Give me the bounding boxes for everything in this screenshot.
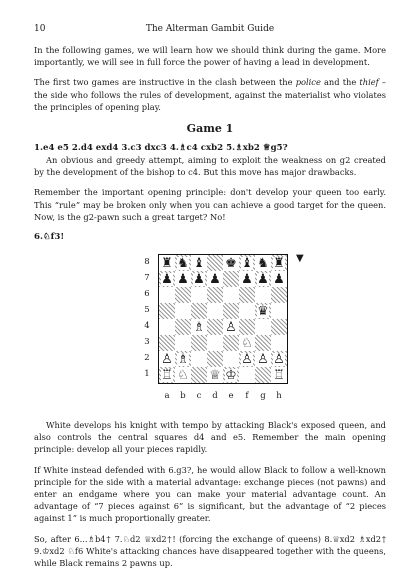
board-square-e1	[223, 367, 239, 383]
board-square-h8	[271, 255, 287, 271]
rank-label: 6	[144, 289, 150, 300]
file-label: a	[164, 391, 170, 402]
board-square-f7	[239, 271, 255, 287]
board-square-e3	[223, 335, 239, 351]
board-square-c2	[191, 351, 207, 367]
board-square-a3	[159, 335, 175, 351]
rank-label: 4	[144, 321, 150, 332]
board-square-f2	[239, 351, 255, 367]
board-square-e2	[223, 351, 239, 367]
board-square-a1	[159, 367, 175, 383]
chess-piece: ♔	[225, 367, 237, 383]
board-square-c7	[191, 271, 207, 287]
chess-piece: ♙	[257, 351, 269, 367]
paragraph-police-thief	[34, 76, 386, 113]
rank-label: 5	[144, 305, 150, 316]
board-square-e8	[223, 255, 239, 271]
board-square-b3	[175, 335, 191, 351]
file-label: g	[260, 391, 266, 402]
board-square-f3	[239, 335, 255, 351]
rank-label: 7	[144, 273, 150, 284]
file-label: f	[245, 391, 249, 402]
book-title: The Alterman Gambit Guide	[145, 24, 275, 34]
board-square-h1	[271, 367, 287, 383]
chess-piece: ♖	[161, 367, 173, 383]
paragraph-commentary: An obvious and greedy attempt, aiming to exploit the weakness on g2 created by the development of the bishop to c4. But this move has major drawbacks.	[34, 155, 386, 178]
chess-board	[158, 254, 288, 384]
file-label: h	[276, 391, 282, 402]
board-square-h6	[271, 287, 287, 303]
chess-piece: ♖	[273, 367, 285, 383]
chess-piece: ♟	[193, 271, 205, 287]
board-square-b2	[175, 351, 191, 367]
board-square-c4	[191, 319, 207, 335]
board-square-f1	[239, 367, 255, 383]
book-page	[34, 24, 386, 569]
paragraph-alternative-g3: If White instead defended with 6.g3?, he would allow Black to follow a well-known principle for the side with a material advantage: exchange pieces (not pawns) and enter an endgame where you can make your material advantage count. An advantage of “7 pieces against 6” is significant, but the advantage of “2 pieces against 1” is much proportionally greater.	[34, 464, 386, 524]
board-square-d7	[207, 271, 223, 287]
chess-piece: ♙	[241, 351, 253, 367]
board-square-g6	[255, 287, 271, 303]
rank-label: 3	[144, 337, 150, 348]
emphasis-thief: thief	[359, 77, 379, 88]
board-square-f4	[239, 319, 255, 335]
black-to-move-icon: ▼	[296, 253, 304, 265]
board-square-d2	[207, 351, 223, 367]
board-square-c3	[191, 335, 207, 351]
board-square-g3	[255, 335, 271, 351]
board-square-e4	[223, 319, 239, 335]
board-square-b4	[175, 319, 191, 335]
board-square-d8	[207, 255, 223, 271]
board-square-g5	[255, 303, 271, 319]
file-label: c	[196, 391, 202, 402]
board-square-g1	[255, 367, 271, 383]
board-square-d5	[207, 303, 223, 319]
board-square-d4	[207, 319, 223, 335]
board-square-h5	[271, 303, 287, 319]
chess-diagram	[34, 251, 386, 413]
board-square-a7	[159, 271, 175, 287]
move-knight-f3: 6.♘f3!	[34, 232, 65, 243]
board-square-b5	[175, 303, 191, 319]
board-square-b7	[175, 271, 191, 287]
rank-label: 1	[144, 369, 150, 380]
board-square-b6	[175, 287, 191, 303]
board-square-f6	[239, 287, 255, 303]
file-label: e	[228, 391, 234, 402]
board-square-g4	[255, 319, 271, 335]
board-square-d6	[207, 287, 223, 303]
board-square-e6	[223, 287, 239, 303]
board-square-e5	[223, 303, 239, 319]
board-square-c1	[191, 367, 207, 383]
board-square-b8	[175, 255, 191, 271]
running-header	[34, 24, 386, 38]
paragraph-variation: So, after 6...♗b4† 7.♘d2 ♕xd2†! (forcing the exchange of queens) 8.♕xd2 ♗xd2† 9.♔xd2 ♘f6 White's attacking chances have disappeared together with the queens, while Black remains 2 pawns up.	[34, 533, 386, 569]
board-square-h3	[271, 335, 287, 351]
board-square-c8	[191, 255, 207, 271]
board-square-c5	[191, 303, 207, 319]
chess-piece: ♘	[177, 367, 189, 383]
text-fragment: – the side who follows the rules of development, against the materialist who violates the principles of opening play.	[34, 77, 386, 112]
board-square-h7	[271, 271, 287, 287]
chess-piece: ♗	[193, 319, 205, 335]
board-square-g8	[255, 255, 271, 271]
chess-piece: ♕	[209, 367, 221, 383]
file-label: b	[180, 391, 186, 402]
board-square-b1	[175, 367, 191, 383]
chess-piece: ♗	[177, 351, 189, 367]
chess-piece: ♞	[257, 255, 269, 271]
chess-piece: ♟	[177, 271, 189, 287]
chess-piece: ♟	[273, 271, 285, 287]
chess-piece: ♚	[225, 255, 237, 271]
paragraph-principle: Remember the important opening principle: don't develop your queen too early. This “rule” may be broken only when you can achieve a good target for the queen. Now, is the g2-pawn such a great target? No!	[34, 187, 386, 222]
board-square-g7	[255, 271, 271, 287]
board-square-a8	[159, 255, 175, 271]
chess-piece: ♛	[257, 303, 269, 319]
board-square-e7	[223, 271, 239, 287]
board-square-a4	[159, 319, 175, 335]
chess-piece: ♟	[257, 271, 269, 287]
chess-piece: ♘	[241, 335, 253, 351]
board-square-h4	[271, 319, 287, 335]
chess-piece: ♜	[273, 255, 285, 271]
text-fragment: and the	[320, 77, 360, 88]
board-square-f8	[239, 255, 255, 271]
board-square-g2	[255, 351, 271, 367]
chess-piece: ♟	[241, 271, 253, 287]
chess-piece: ♞	[177, 255, 189, 271]
chess-piece: ♝	[241, 255, 253, 271]
board-square-c6	[191, 287, 207, 303]
board-square-f5	[239, 303, 255, 319]
rank-label: 2	[144, 353, 150, 364]
paragraph-knight-development: White develops his knight with tempo by attacking Black's exposed queen, and also controls the central squares d4 and e5. Remember the main opening principle: develop all your pieces rapidly.	[34, 420, 386, 455]
board-square-h2	[271, 351, 287, 367]
page-number: 10	[34, 24, 46, 34]
board-square-d3	[207, 335, 223, 351]
file-label: d	[212, 391, 218, 402]
move-sequence: 1.e4 e5 2.d4 exd4 3.c3 dxc3 4.♗c4 cxb2 5.♗xb2 ♕g5?	[34, 143, 288, 154]
rank-label: 8	[144, 257, 150, 268]
chess-piece: ♝	[193, 255, 205, 271]
chess-piece: ♟	[161, 271, 173, 287]
chess-piece: ♟	[209, 271, 221, 287]
board-square-a5	[159, 303, 175, 319]
chess-piece: ♙	[225, 319, 237, 335]
chess-piece: ♙	[273, 351, 285, 367]
board-square-a6	[159, 287, 175, 303]
paragraph-intro: In the following games, we will learn how we should think during the game. More importantly, we will see in full force the power of having a lead in development.	[34, 45, 386, 68]
text-fragment: The first two games are instructive in the clash between the	[34, 77, 296, 88]
chess-piece: ♙	[161, 351, 173, 367]
board-square-d1	[207, 367, 223, 383]
emphasis-police: police	[295, 77, 321, 88]
game-heading: Game 1	[186, 122, 234, 136]
board-square-a2	[159, 351, 175, 367]
chess-piece: ♜	[161, 255, 173, 271]
